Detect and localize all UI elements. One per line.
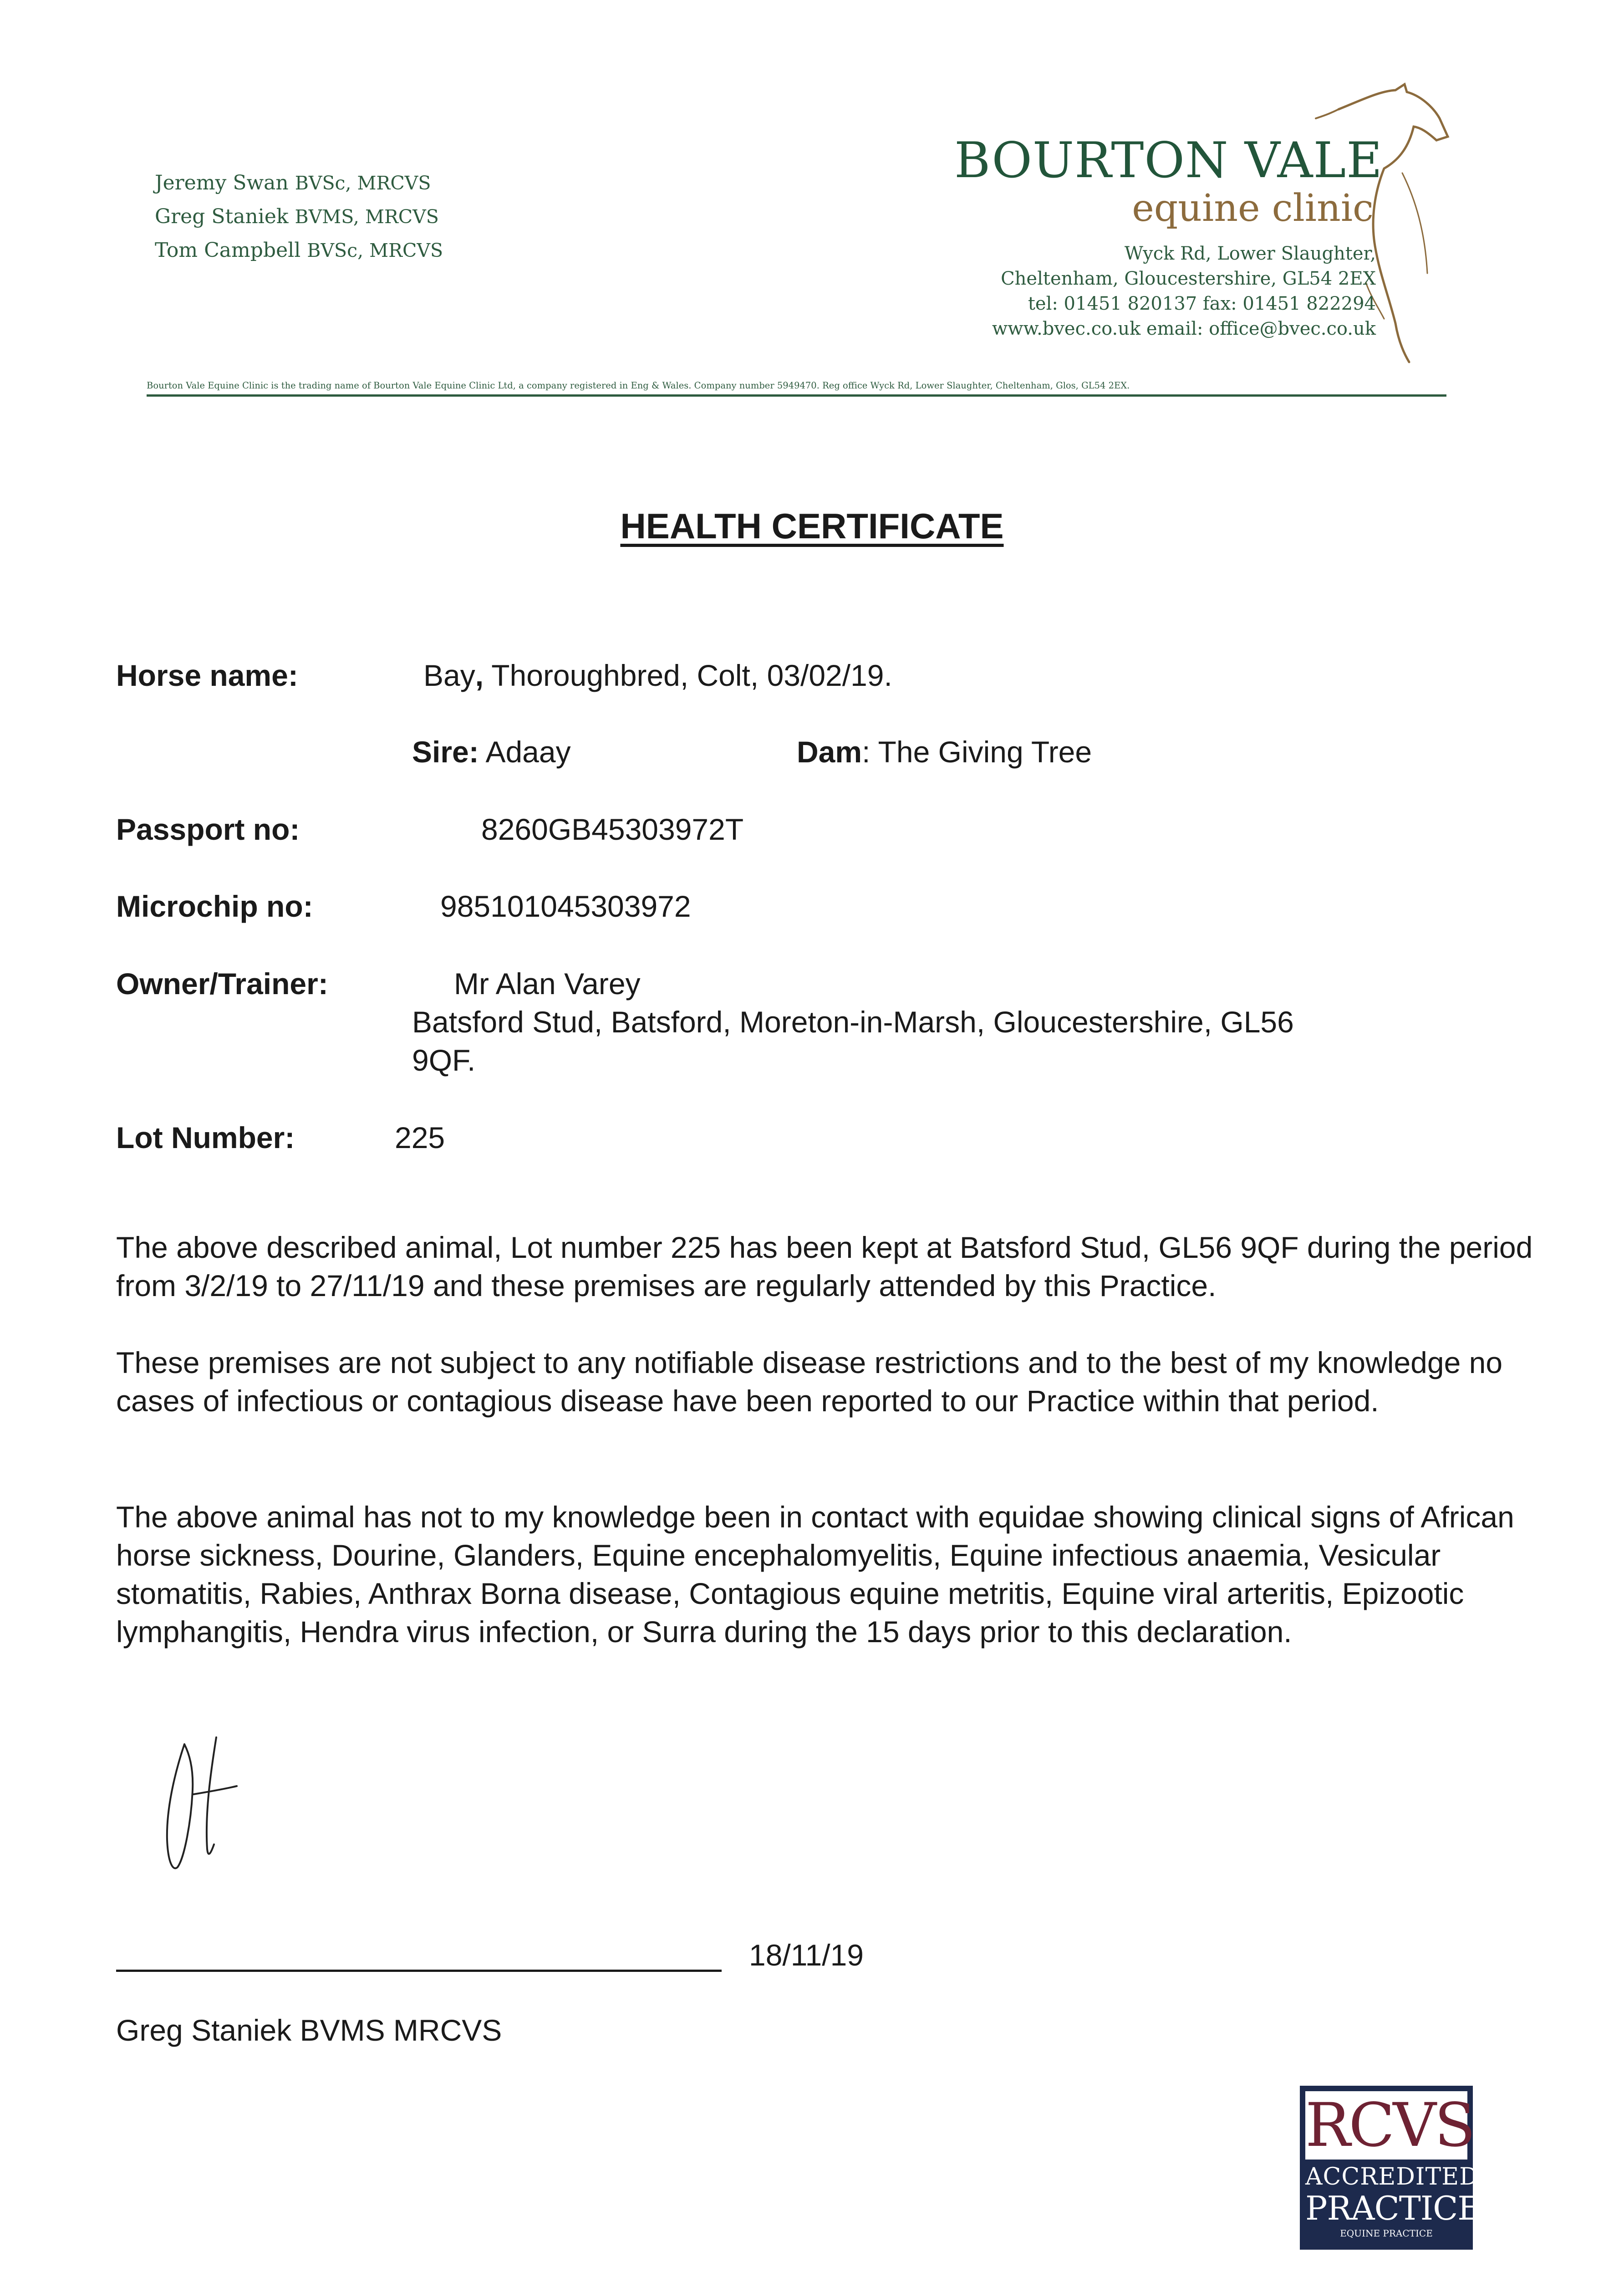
badge-rcvs: RCVS [1305,2090,1474,2160]
page-title: HEALTH CERTIFICATE [620,506,1004,546]
signature-line [116,1970,722,1972]
microchip-value: 985101045303972 [440,889,691,923]
owner-name: Mr Alan Varey [454,967,641,1001]
passport-value: 8260GB45303972T [481,812,744,846]
declaration-paragraph: The above described animal, Lot number 225 has been kept at Batsford Stud, GL56 9QF during the period from 3/2/19 to 27/11/19 and these premises are regularly attended by this Practice. [116,1230,1533,1302]
microchip-label: Microchip no: [116,889,313,923]
horse-colour: Bay [423,659,475,692]
owner-address-line: 9QF. [412,1043,476,1077]
vet-entry [155,234,443,267]
horse-name-label: Horse name: [116,659,298,692]
web-email: www.bvec.co.uk email: office@bvec.co.uk [992,318,1376,339]
badge-equine-practice: EQUINE PRACTICE [1340,2228,1433,2239]
clinic-address [992,241,1376,342]
rcvs-accredited-badge [1300,2086,1481,2250]
declaration-paragraph: These premises are not subject to any notifiable disease restrictions and to the best of my knowledge no cases of infectious or contagious disease have been reported to our Practice within that period. [116,1346,1503,1418]
handwritten-signature [157,1735,239,1876]
signature-date: 18/11/19 [749,1938,864,1972]
declaration-paragraph: The above animal has not to my knowledge been in contact with equidae showing clinical signs of African horse sickness, Dourine, Glanders, Equine encephalomyelitis, Equine infectious anaemia, Vesicular stomatitis, Rabies, Anthrax Borna disease, Contagious equine metritis, Equine viral arteritis, Epizootic lymphangitis, Hendra virus infection, or Surra during the 15 days prior to this declaration. [116,1500,1514,1649]
vet-name: Tom Campbell [155,239,301,262]
sire-value: Adaay [485,735,571,769]
clinic-name: BOURTON VALE [954,132,1383,189]
address-line: Wyck Rd, Lower Slaughter, [1124,243,1376,264]
vet-name: Greg Staniek [155,205,289,228]
trading-name-note: Bourton Vale Equine Clinic is the trading name of Bourton Vale Equine Clinic Ltd, a company registered in Eng & Wales. Company number 5949470. Reg office Wyck Rd, Lower Slaughter, Cheltenham, Glos, GL54 2EX. [147,380,1446,397]
phone-fax: tel: 01451 820137 fax: 01451 822294 [1028,293,1376,314]
sire-field [412,735,571,769]
dam-field [797,735,1092,769]
vet-qualification: BVSc, MRCVS [295,172,431,194]
dam-value: : The Giving Tree [862,735,1092,769]
lot-number-label: Lot Number: [116,1121,295,1154]
owner-label: Owner/Trainer: [116,967,328,1001]
vet-qualification: BVMS, MRCVS [295,206,439,228]
owner-address-line: Batsford Stud, Batsford, Moreton-in-Marsh, Gloucestershire, GL56 [412,1005,1294,1039]
lot-number-value: 225 [395,1121,445,1154]
sire-label: Sire: [412,735,479,769]
clinic-subtitle: equine clinic [1132,187,1374,230]
vet-list [155,166,443,267]
badge-accredited: ACCREDITED [1305,2163,1479,2190]
horse-description: Thoroughbred, Colt, 03/02/19. [484,659,892,692]
vet-name: Jeremy Swan [155,171,289,194]
vet-entry [155,166,443,200]
badge-practice: PRACTICE [1305,2189,1481,2227]
address-line: Cheltenham, Gloucestershire, GL54 2EX [1001,268,1376,289]
dam-label: Dam [797,735,862,769]
passport-label: Passport no: [116,812,300,846]
vet-entry [155,200,443,234]
horse-name-value [423,658,892,693]
comma: , [475,659,484,692]
vet-qualification: BVSc, MRCVS [307,240,443,261]
signatory-name: Greg Staniek BVMS MRCVS [116,2013,502,2047]
